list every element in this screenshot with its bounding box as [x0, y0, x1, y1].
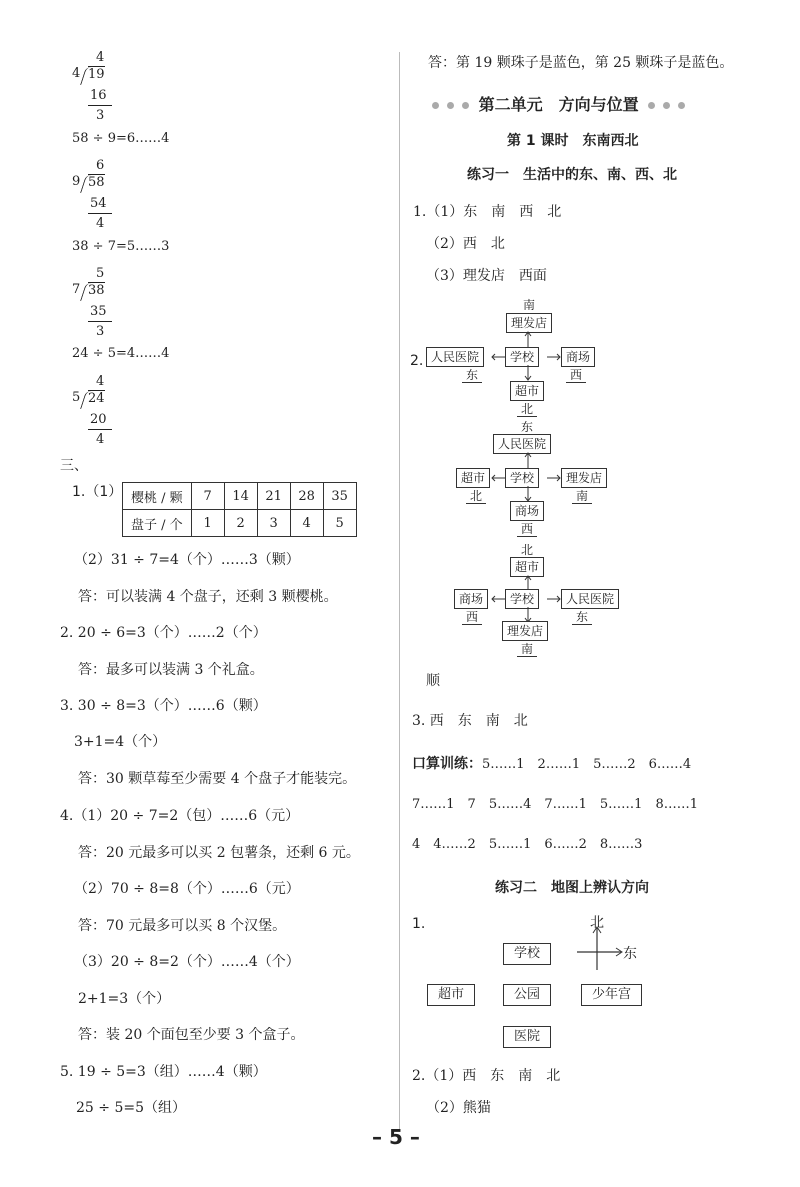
- map-box: 商场: [561, 347, 595, 367]
- arrow-down-icon: [523, 365, 533, 381]
- map-box: 学校: [505, 347, 539, 367]
- map-box: 超市: [510, 557, 544, 577]
- table-cell: 盘子 / 个: [123, 510, 192, 537]
- table-cell: 樱桃 / 颗: [123, 483, 192, 510]
- remainder: 4: [96, 432, 105, 447]
- answer-line: （2）熊猫: [426, 1100, 491, 1116]
- map-box: 商场: [510, 501, 544, 521]
- answer-line: 答：第 19 颗珠子是蓝色，第 25 颗珠子是蓝色。: [428, 55, 734, 71]
- compass-east: 东: [623, 946, 637, 962]
- direction-label: 西: [466, 610, 479, 624]
- answer-line: 3+1=4（个）: [74, 734, 167, 750]
- map-box: 医院: [503, 1026, 551, 1048]
- table-row: [123, 510, 357, 537]
- map-box: 人民医院: [561, 589, 619, 609]
- arrow-up-icon: [523, 452, 533, 468]
- direction-label: 东: [466, 368, 479, 382]
- oral-values: 5……1 2……1 5……2 6……4: [482, 757, 692, 772]
- table-cell: 5: [323, 510, 356, 537]
- unit-title-text: 第二单元 方向与位置: [478, 95, 639, 114]
- arrow-right-icon: [547, 594, 561, 604]
- divisor: 7: [72, 282, 81, 297]
- direction-label: 南: [523, 298, 536, 312]
- quotient: 4: [96, 374, 105, 389]
- product: 35: [90, 304, 107, 319]
- direction-label: 北: [521, 543, 534, 557]
- answer-line: 答：可以装满 4 个盘子，还剩 3 颗樱桃。: [78, 589, 338, 605]
- map-box: 理发店: [506, 313, 552, 333]
- divisor: 4: [72, 66, 81, 81]
- answer-line: 5. 19 ÷ 5=3（组）……4（颗）: [60, 1064, 267, 1080]
- page-number: – 5 –: [372, 1125, 420, 1149]
- product: 20: [90, 412, 107, 427]
- remainder: 4: [96, 216, 105, 231]
- compass-north: 北: [590, 915, 604, 931]
- answer-line: 答：70 元最多可以买 8 个汉堡。: [78, 918, 287, 934]
- map-box: 少年宫: [581, 984, 642, 1006]
- answer-line: 答：装 20 个面包至少要 3 个盒子。: [78, 1027, 305, 1043]
- answer-line: 答：30 颗草莓至少需要 4 个盘子才能装完。: [78, 771, 357, 787]
- quotient: 5: [96, 266, 105, 281]
- arrow-down-icon: [523, 486, 533, 502]
- question-label: 2.: [410, 353, 424, 369]
- map-box: 理发店: [561, 468, 607, 488]
- direction-label: 东: [521, 420, 534, 434]
- map-box: 人民医院: [426, 347, 484, 367]
- lesson-title: 第 1 课时 东南西北: [507, 133, 639, 149]
- dividend: 19: [88, 67, 105, 82]
- table-cell: 4: [290, 510, 323, 537]
- map-box: 超市: [456, 468, 490, 488]
- equation: 58 ÷ 9=6……4: [72, 131, 170, 146]
- dividend: 38: [88, 283, 105, 298]
- map-box: 公园: [503, 984, 551, 1006]
- product: 16: [90, 88, 107, 103]
- arrow-right-icon: [547, 473, 561, 483]
- exercise-title: 练习一 生活中的东、南、西、北: [467, 167, 677, 183]
- question-label: 1.（1）: [72, 484, 123, 500]
- arrow-right-icon: [547, 352, 561, 362]
- answer-line: 25 ÷ 5=5（组）: [76, 1100, 186, 1116]
- cherry-table: [122, 482, 357, 537]
- question-label: 1.: [412, 916, 426, 932]
- oral-line: 4 4……2 5……1 6……2 8……3: [412, 837, 643, 852]
- column-divider: [399, 52, 400, 1132]
- divisor: 5: [72, 390, 81, 405]
- quotient: 6: [96, 158, 105, 173]
- map-box: 商场: [454, 589, 488, 609]
- answer-line: 答：20 元最多可以买 2 包薯条，还剩 6 元。: [78, 845, 360, 861]
- unit-title: [428, 92, 689, 115]
- oral-label: 口算训练：: [412, 756, 482, 772]
- direction-label: 东: [576, 610, 589, 624]
- map-box: 超市: [510, 381, 544, 401]
- arrow-left-icon: [491, 352, 505, 362]
- divisor: 9: [72, 174, 81, 189]
- direction-label: 西: [521, 522, 534, 536]
- map-box: 超市: [427, 984, 475, 1006]
- table-cell: 14: [224, 483, 257, 510]
- answer-line: 4.（1）20 ÷ 7=2（包）……6（元）: [60, 808, 300, 824]
- answer-line: （3）20 ÷ 8=2（个）……4（个）: [74, 954, 300, 970]
- table-cell: 3: [257, 510, 290, 537]
- map-box: 学校: [505, 589, 539, 609]
- table-cell: 7: [191, 483, 224, 510]
- answer-line: 顺: [426, 673, 440, 689]
- direction-label: 北: [521, 402, 534, 416]
- answer-line: 3. 30 ÷ 8=3（个）……6（颗）: [60, 698, 267, 714]
- quotient: 4: [96, 50, 105, 65]
- answer-line: 1.（1）东 南 西 北: [413, 204, 562, 220]
- table-cell: 1: [191, 510, 224, 537]
- answer-line: 2. 20 ÷ 6=3（个）……2（个）: [60, 625, 267, 641]
- answer-line: （2）西 北: [426, 236, 505, 252]
- section-heading: 三、: [60, 458, 88, 474]
- oral-line: [412, 753, 691, 773]
- answer-line: （2）70 ÷ 8=8（个）……6（元）: [74, 881, 300, 897]
- answer-line: 答：最多可以装满 3 个礼盒。: [78, 662, 264, 678]
- exercise-title: 练习二 地图上辨认方向: [495, 880, 649, 896]
- map-box: 理发店: [502, 621, 548, 641]
- dividend: 24: [88, 391, 105, 406]
- table-cell: 28: [290, 483, 323, 510]
- table-row: [123, 483, 357, 510]
- map-box: 学校: [505, 468, 539, 488]
- arrow-left-icon: [491, 594, 505, 604]
- dividend: 58: [88, 175, 105, 190]
- answer-line: （2）31 ÷ 7=4（个）……3（颗）: [74, 552, 300, 568]
- direction-label: 西: [570, 368, 583, 382]
- answer-line: 2.（1）西 东 南 北: [412, 1068, 561, 1084]
- arrow-up-icon: [523, 331, 533, 347]
- remainder: 3: [96, 108, 105, 123]
- arrow-left-icon: [491, 473, 505, 483]
- map-box: 学校: [503, 943, 551, 965]
- equation: 38 ÷ 7=5……3: [72, 239, 170, 254]
- direction-label: 南: [521, 642, 534, 656]
- answer-line: 3. 西 东 南 北: [412, 713, 528, 729]
- direction-label: 北: [470, 489, 483, 503]
- table-cell: 2: [224, 510, 257, 537]
- equation: 24 ÷ 5=4……4: [72, 346, 170, 361]
- product: 54: [90, 196, 107, 211]
- compass-icon: [575, 925, 625, 975]
- direction-label: 南: [576, 489, 589, 503]
- oral-line: 7……1 7 5……4 7……1 5……1 8……1: [412, 797, 698, 812]
- map-box: 人民医院: [493, 434, 551, 454]
- remainder: 3: [96, 324, 105, 339]
- table-cell: 21: [257, 483, 290, 510]
- answer-line: （3）理发店 西面: [426, 268, 547, 284]
- table-cell: 35: [323, 483, 356, 510]
- answer-line: 2+1=3（个）: [78, 991, 171, 1007]
